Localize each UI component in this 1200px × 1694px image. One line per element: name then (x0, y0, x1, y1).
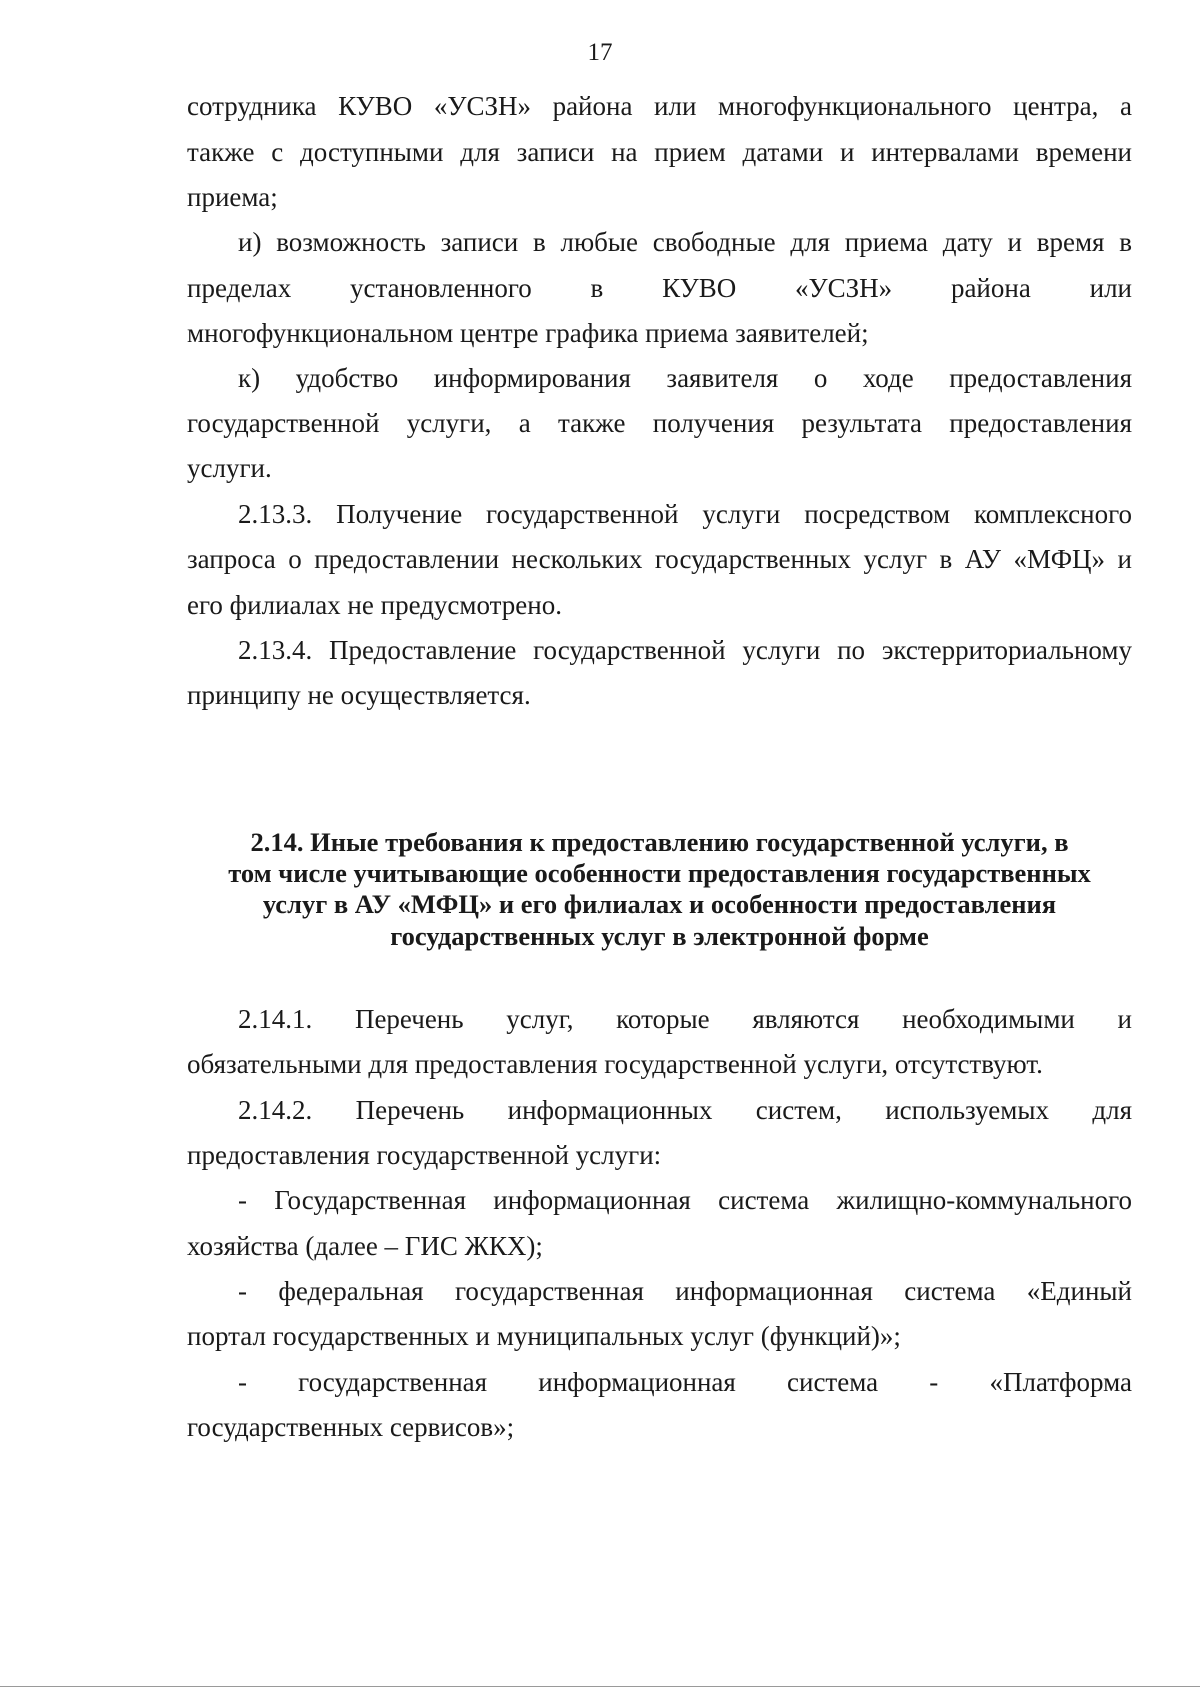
text-line: хозяйства (далее – ГИС ЖКХ); (187, 1231, 543, 1261)
text-line: государственных сервисов»; (187, 1412, 515, 1442)
text-line: приема; (187, 182, 278, 212)
heading-line: государственных услуг в электронной форме (390, 921, 929, 951)
text-line: к) удобство информирования заявителя о ходе предоставления (238, 363, 1132, 393)
heading-line: 2.14. Иные требования к предоставлению государственной услуги, в (250, 827, 1069, 857)
text-line: портал государственных и муниципальных услуг (функций)»; (187, 1321, 901, 1351)
text-line: 2.14.1. Перечень услуг, которые являются необходимыми и (238, 1004, 1132, 1034)
text-line: предоставления государственной услуги: (187, 1140, 662, 1170)
text-line: принципу не осуществляется. (187, 680, 531, 710)
text-line: услуги. (187, 453, 272, 483)
text-line: 2.13.4. Предоставление государственной услуги по экстерриториальному (238, 635, 1132, 665)
text-line: - федеральная государственная информационная система «Единый (238, 1276, 1132, 1306)
text-line: запроса о предоставлении нескольких государственных услуг в АУ «МФЦ» и (187, 544, 1132, 574)
page-number: 17 (587, 39, 613, 66)
bottom-rule (0, 1686, 1200, 1687)
heading-line: том числе учитывающие особенности предоставления государственных (228, 858, 1091, 888)
text-line: пределах установленного в КУВО «УСЗН» района или (187, 273, 1132, 303)
text-line: государственной услуги, а также получения результата предоставления (187, 408, 1132, 438)
heading-line: услуг в АУ «МФЦ» и его филиалах и особенности предоставления (262, 889, 1057, 919)
text-line: сотрудника КУВО «УСЗН» района или многофункционального центра, а (187, 91, 1132, 121)
text-line: также с доступными для записи на прием датами и интервалами времени (187, 137, 1132, 167)
text-line: и) возможность записи в любые свободные для приема дату и время в (238, 227, 1132, 257)
text-line: - Государственная информационная система жилищно-коммунального (238, 1185, 1132, 1215)
text-line: 2.13.3. Получение государственной услуги посредством комплексного (238, 499, 1132, 529)
text-line: многофункциональном центре графика приема заявителей; (187, 318, 869, 348)
text-line: обязательными для предоставления государственной услуги, отсутствуют. (187, 1049, 1043, 1079)
text-line: его филиалах не предусмотрено. (187, 590, 562, 620)
text-line: - государственная информационная система - «Платформа (238, 1367, 1132, 1397)
text-line: 2.14.2. Перечень информационных систем, используемых для (238, 1095, 1132, 1125)
